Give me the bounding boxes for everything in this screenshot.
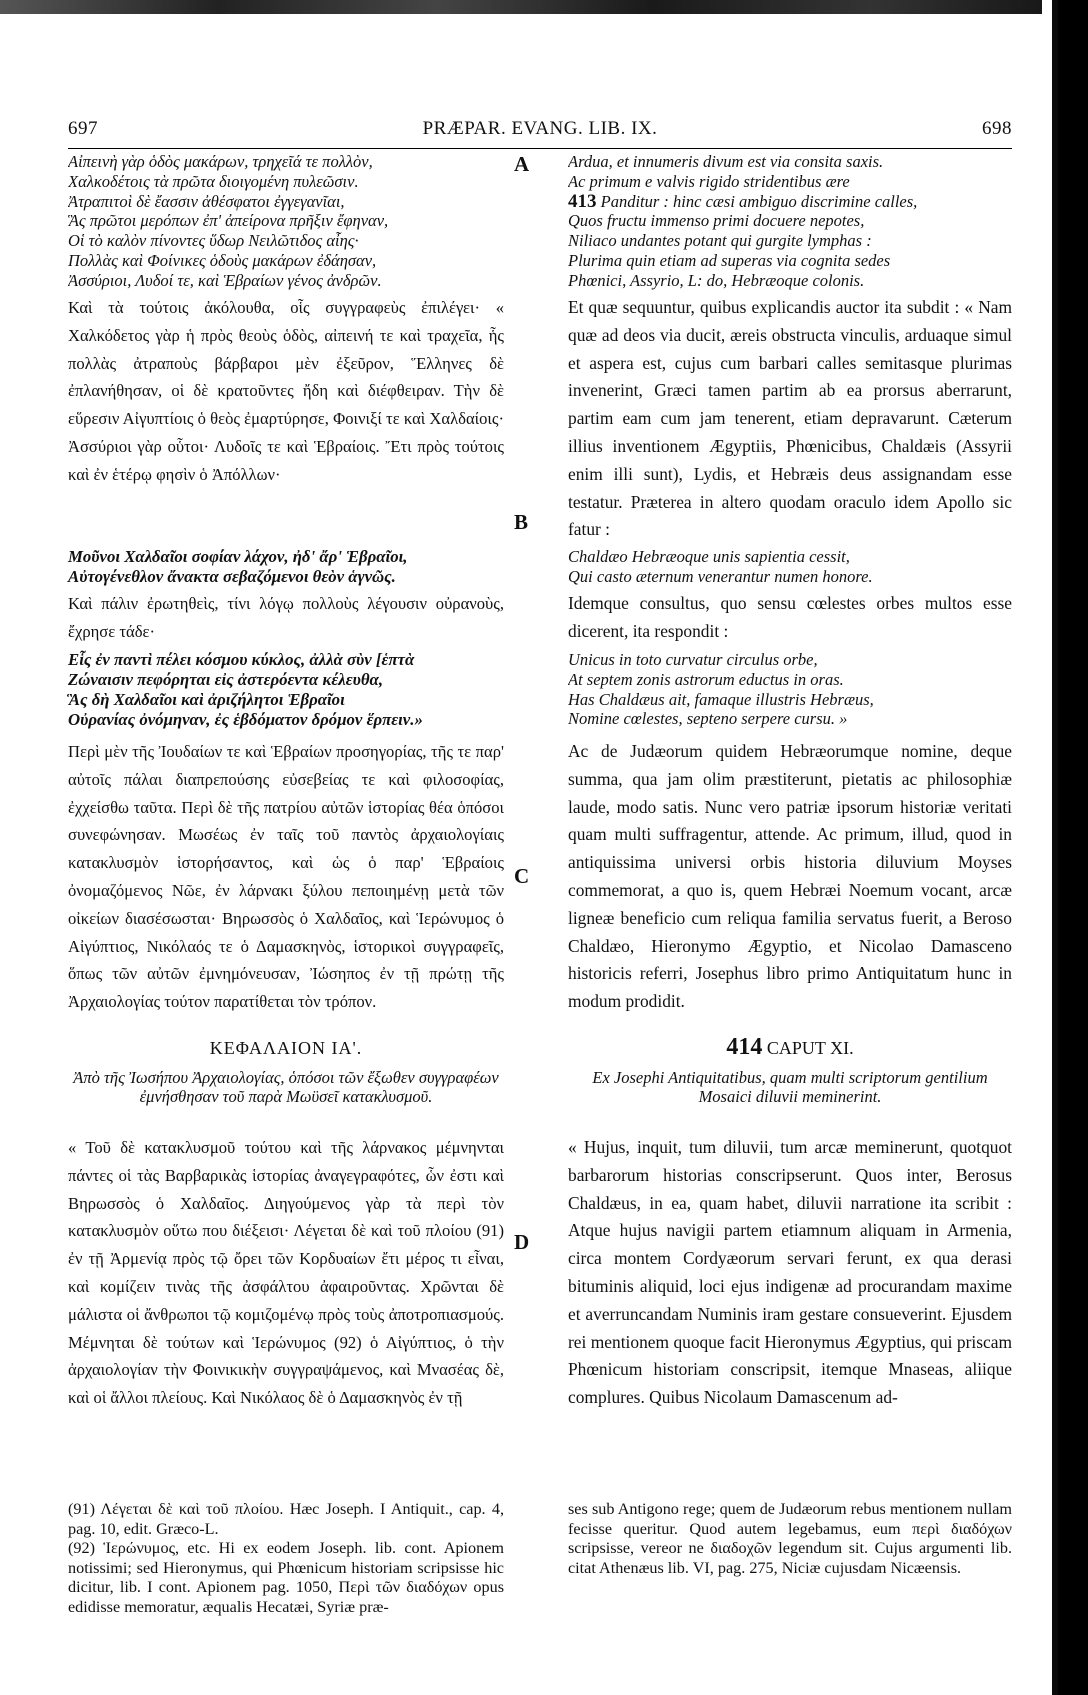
verse-line: Unicus in toto curvatur circulus orbe, bbox=[568, 650, 818, 669]
verse-line: Phœnici, Assyrio, L: do, Hebræoque colonis. bbox=[568, 270, 865, 290]
verse-line: Οὐρανίας ὀνόμηναν, ἐς ἑβδόματον δρόμον ἕρπειν.» bbox=[68, 710, 423, 729]
verse-line: Nomine cœlestes, septeno serpere cursu. » bbox=[568, 709, 848, 729]
scan-border-top bbox=[0, 0, 1088, 14]
chapter-title-latin: CAPUT XI. bbox=[766, 1038, 854, 1058]
scan-border-right bbox=[1042, 0, 1088, 1695]
verse-line: Εἷς ἐν παντὶ πέλει κόσμου κύκλος, ἀλλὰ σὺν [ἑπτὰ bbox=[68, 650, 415, 669]
latin-paragraph-1: Et quæ sequuntur, quibus explicandis auctor ita subdit : « Nam quæ ad deos via ducit, æreis obstructa vinculis, arduaque simul et aspera est, cujus cum barbari calles semitasque plurimas invenerint, Græci tamen partim ab ea prorsus aberrarunt, partim eam cum jam tenerent, etiam depravarunt. Cæterum illius inventionem Ægyptiis, Phœnicibus, Chaldæis (Assyrii enim illi sunt), Lydis, et Hebræis deus assignandam esse testatur. Præterea in altero quodam oraculo idem Apollo sic fatur : bbox=[568, 297, 1012, 540]
greek-paragraph-1: Καὶ τὰ τούτοις ἀκόλουθα, οἷς συγγραφεὺς ἐπιλέγει· « Χαλκόδετος γὰρ ἡ πρὸς θεοὺς ὁδὸς, αἰπεινή τε καὶ τραχεῖα, ἧς πολλὰς ἀτραποὺς βάρβαροι μὲν ἐξεῦρον, Ἕλληνες δὲ ἐπλανήθησαν, οἱ δὲ κρατοῦντες ἤδη καὶ διέφθειραν. Τὴν δὲ εὕρεσιν Αἰγυπτίοις ὁ θεὸς ἐμαρτύρησε, Φοινιξί τε καὶ Χαλδαίοις· Ἀσσύριοι γὰρ οὗτοι· Λυδοῖς τε καὶ Ἑβραίοις. Ἔτι πρὸς τούτοις καὶ ἐν ἑτέρῳ φησὶν ὁ Ἀπόλλων· bbox=[68, 298, 504, 484]
greek-paragraph-4: « Τοῦ δὲ κατακλυσμοῦ τούτου καὶ τῆς λάρνακος μέμνηνται πάντες οἱ τὰς Βαρβαρικὰς ἱστορίας ἀναγεγραφότες, ὧν ἐστι καὶ Βηρωσσὸς ὁ Χαλδαῖος. Διηγούμενος γὰρ τὰ περὶ τὸν κατακλυσμὸν οὕτω που διέξεισι· Λέγεται δὲ καὶ τοῦ πλοίου (91) ἐν τῇ Ἀρμενίᾳ πρὸς τῷ ὄρει τῶν Κορδυαίων ἔτι μέρος τι εἶναι, καὶ κομίζειν τινὰς τῆς ἀσφάλτου ἀφαιροῦντας. Χρῶνται δὲ μάλιστα οἱ ἄνθρωποι τῷ κομιζομένῳ πρὸς τοὺς ἀποτροπιασμούς. Μέμνηται δὲ τούτων καὶ Ἱερώνυμος (92) ὁ Αἰγύπτιος, ὁ τὴν ἀρχαιολογίαν τὴν Φοινικικὴν συγγραψάμενος, καὶ Μνασέας δὲ, καὶ οἱ ἄλλοι πλείους. Καὶ Νικόλαος δὲ ὁ Δαμασκηνὸς ἐν τῇ bbox=[68, 1138, 504, 1408]
verse-line: Ἃς δὴ Χαλδαῖοι καὶ ἀριζήλητοι Ἑβραῖοι bbox=[68, 690, 345, 709]
greek-oracle-verse-2 bbox=[68, 547, 504, 587]
chapter-argument-greek: Ἀπὸ τῆς Ἰωσήπου Ἀρχαιολογίας, ὁπόσοι τῶν ἔξωθεν συγγραφέων ἐμνήσθησαν τοῦ παρὰ Μωϋσεῖ κατακλυσμοῦ. bbox=[73, 1068, 499, 1106]
verse-line: Ἃς πρῶτοι μερόπων ἐπ' ἀπείρονα πρῆξιν ἔφηναν, bbox=[68, 211, 389, 231]
verse-line: Plurima quin etiam ad superas via cognita sedes bbox=[568, 250, 891, 270]
verse-line: Χαλκοδέτοις τὰ πρῶτα διοιγομένη πυλεῶσιν. bbox=[68, 171, 359, 191]
verse-line: Niliaco undantes potant qui gurgite lymphas : bbox=[568, 231, 872, 251]
verse-line: Αὐτογένεθλον ἄνακτα σεβαζόμενοι θεὸν ἁγνῶς. bbox=[68, 567, 396, 586]
book-page bbox=[68, 112, 1012, 1616]
latin-oracle-verse-2 bbox=[568, 547, 1012, 587]
verse-line: Πολλὰς καὶ Φοίνικες ὁδοὺς μακάρων ἐδάησαν, bbox=[68, 250, 377, 270]
chapter-argument-latin: Ex Josephi Antiquitatibus, quam multi scriptorum gentilium Mosaici diluvii meminerint. bbox=[592, 1068, 988, 1106]
verse-line: Ac primum e valvis rigido stridentibus ære bbox=[568, 171, 850, 191]
footnote-91: (91) Λέγεται δὲ καὶ τοῦ πλοίου. Hæc Joseph. I Antiquit., cap. 4, pag. 10, edit. Græco-L. bbox=[68, 1500, 504, 1538]
section-number-413: 413 bbox=[568, 191, 597, 212]
verse-line: Chaldæo Hebræoque unis sapientia cessit, bbox=[568, 547, 850, 566]
latin-verse-block-1 bbox=[568, 152, 1012, 291]
verse-line: Μοῦνοι Χαλδαῖοι σοφίαν λάχον, ἠδ' ἄρ' Ἑβραῖοι, bbox=[68, 547, 408, 566]
chapter-heading-greek: ΚΕΦΑΛΑΙΟΝ ΙΑ'. bbox=[209, 1038, 363, 1058]
page-number-right: 698 bbox=[982, 118, 1012, 139]
verse-line: Ἀσσύριοι, Λυδοί τε, καὶ Ἑβραίων γένος ἀνδρῶν. bbox=[68, 270, 382, 290]
verse-line: At septem zonis astrorum eductus in oras. bbox=[568, 669, 844, 689]
chapter-heading-latin bbox=[568, 1034, 1012, 1061]
section-number-414: 414 bbox=[726, 1034, 763, 1060]
margin-letter-a: A bbox=[514, 152, 530, 176]
page-number-left: 697 bbox=[68, 118, 98, 139]
verse-text: Panditur : hinc cæsi ambiguo discrimine calles, bbox=[600, 191, 918, 211]
footnote-92: (92) Ἱερώνυμος, etc. Hi ex eodem Joseph. lib. cont. Apionem notissimi; sed Hieronymus, qui Phœnicum historiam scripsisse hic dicitur, lib. I cont. Apionem pag. 1050, Περὶ τῶν διαδόχων opus edidisse memoratur, æqualis Hecatæi, Syriæ præ- bbox=[68, 1539, 504, 1616]
latin-paragraph-2: Idemque consultus, quo sensu cœlestes orbes multos esse dicerent, ita respondit : bbox=[568, 593, 1012, 641]
verse-line: Has Chaldæus ait, famaque illustris Hebræus, bbox=[568, 689, 874, 709]
running-title: PRÆPAR. EVANG. LIB. IX. bbox=[422, 118, 658, 139]
latin-oracle-verse-3 bbox=[568, 650, 1012, 729]
margin-letter-b: B bbox=[514, 510, 529, 534]
margin-letter-c: C bbox=[514, 864, 530, 888]
verse-line bbox=[568, 192, 1012, 212]
margin-letter-d: D bbox=[514, 1230, 530, 1254]
greek-verse-block-1 bbox=[68, 152, 504, 291]
verse-line: Ζώναισιν πεφόρηται εἰς ἀστερόεντα κέλευθα, bbox=[68, 670, 384, 689]
latin-paragraph-3: Ac de Judæorum quidem Hebræorumque nomine, deque summa, qua jam olim præstiterunt, pietatis ac philosophiæ laude, modo satis. Nunc vero patriæ ipsorum historiæ veritati quam multi suffragentur, attende. Ac primum, illud, quod in antiquissima universi orbis historia diluvium Moyses commemorat, a quo is, quem Hebræi Noemum vocant, arcæ ligneæ beneficio cum reliqua familia servatus fuerit, a Beroso Chaldæo, Hieronymo Ægyptio, et Nicolao Damasceno historicis referri, Josephus libro primo Antiquitatum hunc in modum prodidit. bbox=[568, 741, 1012, 1012]
footnotes-left bbox=[68, 1500, 504, 1617]
verse-line: Αἰπεινὴ γὰρ ὁδὸς μακάρων, τρηχεῖά τε πολλὸν, bbox=[68, 152, 373, 171]
page-header bbox=[68, 112, 1012, 149]
footnote-continuation: ses sub Antigono rege; quem de Judæorum rebus mentionem nullam fecisse queritur. Quod autem legebamus, eum περὶ διαδόχων scripsisse, vereor ne διαδοχῶν legendum sit. Cujus argumenti lib. citat Athenæus lib. VI, pag. 275, Niciæ cujusdam Nicæensis. bbox=[568, 1500, 1012, 1577]
verse-line: Ardua, et innumeris divum est via consita saxis. bbox=[568, 152, 884, 171]
verse-line: Οἱ τὸ καλὸν πίνοντες ὕδωρ Νειλῶτιδος αἶης· bbox=[68, 231, 359, 251]
verse-line: Ἀτραπιτοὶ δὲ ἔασσιν ἀθέσφατοι ἐγγεγανῖαι, bbox=[68, 191, 345, 211]
greek-paragraph-2: Καὶ πάλιν ἐρωτηθεὶς, τίνι λόγῳ πολλοὺς λέγουσιν οὐρανοὺς, ἔχρησε τάδε· bbox=[68, 594, 504, 641]
verse-line: Quos fructu immenso primi docuere nepotes, bbox=[568, 211, 865, 231]
verse-line: Qui casto æternum venerantur numen honore. bbox=[568, 566, 873, 586]
greek-paragraph-3: Περὶ μὲν τῆς Ἰουδαίων τε καὶ Ἑβραίων προσηγορίας, τῆς τε παρ' αὐτοῖς πάλαι διαπρεπούσης εὐσεβείας τε καὶ φιλοσοφίας, ἐχχείσθω ταῦτα. Περὶ δὲ τῆς πατρίου αὐτῶν ἱστορίας θέα ὁπόσοι συνεφώνησαν. Μωσέως ἐν ταῖς τοῦ παντὸς ἀρχαιολογίαις κατακλυσμὸν ἱστορήσαντος, καὶ ὡς ὁ παρ' Ἑβραίοις ὀνομαζόμενος Νῶε, ἐν λάρνακι ξύλου πεποιημένῃ μετὰ τῶν οἰκείων διασέσωσται· Βηρωσσὸς ὁ Χαλδαῖος, καὶ Ἱερώνυμος ὁ Αἰγύπτιος, Νικόλαός τε ὁ Δαμασκηνὸς, ἱστορικοὶ συγγραφεῖς, ὅπως τῶν αὐτῶν ἐμνημόνευσαν, Ἰώσηπος ἐν τῇ πρώτῃ τῆς Ἀρχαιολογίας τούτον παρατίθεται τὸν τρόπον. bbox=[68, 742, 504, 1012]
greek-oracle-verse-3 bbox=[68, 650, 504, 730]
latin-paragraph-4: « Hujus, inquit, tum diluvii, tum arcæ meminerunt, quotquot barbarorum historias conscripserunt. Quos inter, Berosus Chaldæus, in ea, quam habet, diluvii narratione ita scribit : Atque hujus navigii partem etiamnum aliquam in Armenia, circa montem Cordyæorum servari ferunt, ex qua derasi bituminis aliquid, loci ejus indigenæ ad procurandam maxime et averruncandam Numinis iram gestare consueverint. Ejusdem rei mentionem quoque facit Hieronymus Ægyptius, qui priscam Phœnicum historiam conscripsit, itemque Mnaseas, aliique complures. Quibus Nicolaum Damascenum ad- bbox=[568, 1137, 1012, 1408]
